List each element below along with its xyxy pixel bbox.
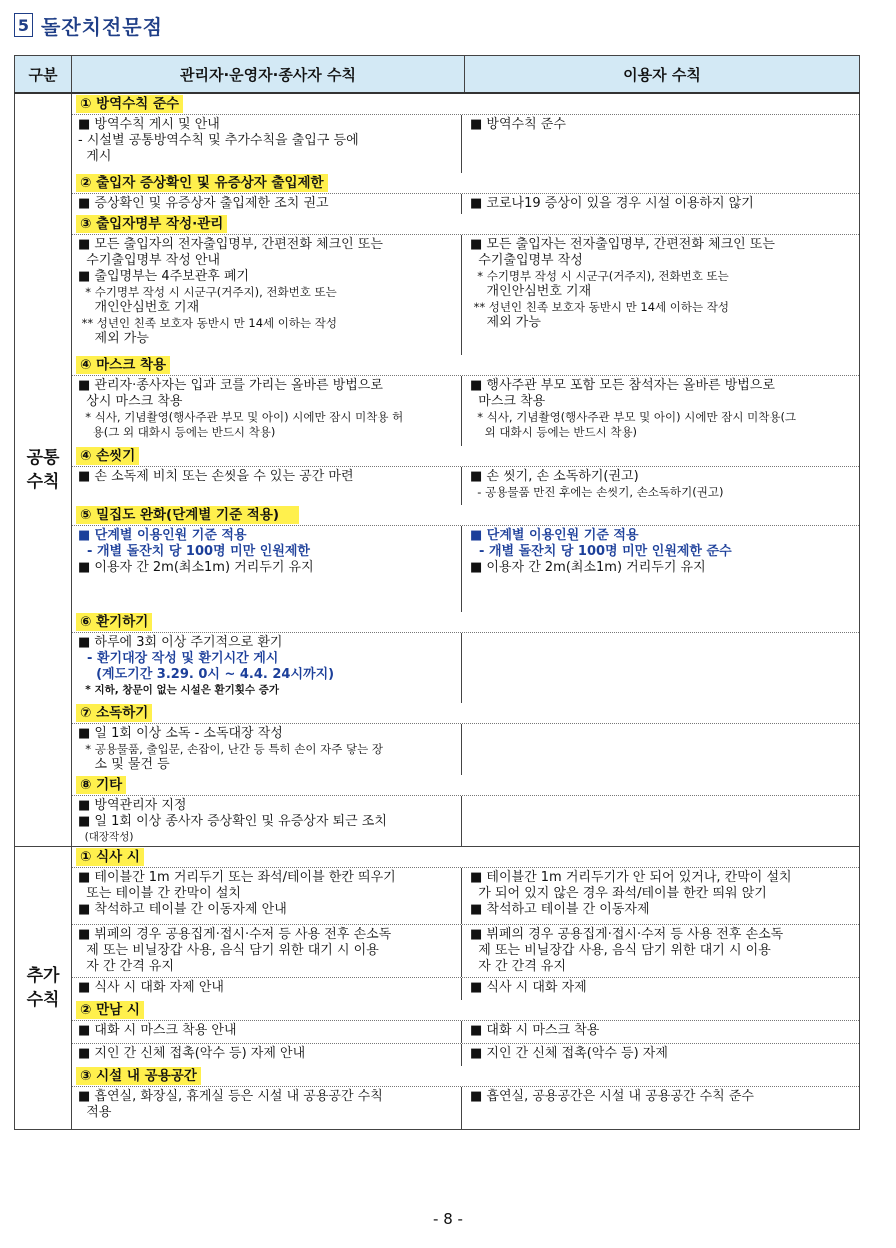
header-category: 구분 xyxy=(15,56,72,94)
section-head-label: ① 식사 시 xyxy=(76,848,144,866)
rule-row xyxy=(72,1044,859,1066)
common-section xyxy=(72,94,859,173)
user-rule-cell xyxy=(462,235,859,355)
header-user-rules: 이용자 수칙 xyxy=(465,56,860,94)
rule-line: ■ 식사 시 대화 자제 xyxy=(470,980,587,995)
user-rule-cell xyxy=(462,868,859,924)
user-rule-cell xyxy=(462,1044,859,1066)
section-head-label: ② 출입자 증상확인 및 유증상자 출입제한 xyxy=(76,174,328,192)
rule-line: ■ 뷔페의 경우 공용집게·접시·수저 등 사용 전후 손소독 xyxy=(470,927,784,942)
rule-line: ■ 일 1회 이상 종사자 증상확인 및 유증상자 퇴근 조치 xyxy=(78,814,387,829)
user-rule-cell xyxy=(462,1087,859,1129)
section-head-label: ② 만남 시 xyxy=(76,1001,144,1019)
rule-row xyxy=(72,235,859,355)
manager-rule-cell xyxy=(72,1021,462,1043)
rule-line: * 식사, 기념촬영(행사주관 부모 및 아이) 시에만 잠시 미착용 허 xyxy=(78,410,404,424)
section-head xyxy=(72,173,859,194)
manager-rule-cell xyxy=(72,633,462,703)
rule-line: - 개별 돌잔치 당 100명 미만 인원제한 준수 xyxy=(470,544,732,559)
rule-line: ■ 뷔페의 경우 공용집게·접시·수저 등 사용 전후 손소독 xyxy=(78,927,392,942)
manager-rule-cell xyxy=(72,978,462,1000)
user-rule-cell xyxy=(462,978,859,1000)
section-head xyxy=(72,355,859,376)
section-number: 5 xyxy=(14,13,33,37)
common-section xyxy=(72,355,859,446)
user-rule-cell xyxy=(462,526,859,612)
extra-section xyxy=(72,847,859,1000)
section-head xyxy=(72,1000,859,1021)
rule-line: ■ 착석하고 테이블 간 이동자제 xyxy=(470,902,650,917)
rule-line: ** 성년인 친족 보호자 동반시 만 14세 이하는 작성 xyxy=(470,300,729,314)
rule-line: - 공용물품 만진 후에는 손씻기, 손소독하기(권고) xyxy=(470,485,724,499)
rule-row xyxy=(72,633,859,703)
section-title xyxy=(14,10,163,40)
section-head-label: ③ 시설 내 공용공간 xyxy=(76,1067,201,1085)
common-section xyxy=(72,173,859,214)
rule-line: 소 및 물건 등 xyxy=(78,757,170,772)
user-rule-cell xyxy=(462,633,859,703)
rule-line: ** 성년인 친족 보호자 동반시 만 14세 이하는 작성 xyxy=(78,316,337,330)
rule-line: 자 간 간격 유지 xyxy=(470,959,567,974)
header-manager-rules: 관리자·운영자·종사자 수칙 xyxy=(72,56,465,94)
rule-line: ■ 증상확인 및 유증상자 출입제한 조치 권고 xyxy=(78,196,329,211)
manager-rule-cell xyxy=(72,925,462,977)
rule-line: ■ 출입명부는 4주보관후 폐기 xyxy=(78,269,250,284)
rule-line: ■ 이용자 간 2m(최소1m) 거리두기 유지 xyxy=(78,560,314,575)
section-head xyxy=(72,703,859,724)
rule-line: - 환기대장 작성 및 환기시간 게시 xyxy=(78,651,279,666)
rule-line: ■ 모든 출입자의 전자출입명부, 간편전화 체크인 또는 xyxy=(78,237,383,252)
rule-line: - 시설별 공통방역수칙 및 추가수칙을 출입구 등에 xyxy=(78,133,359,148)
rule-row xyxy=(72,526,859,612)
rule-line: 개인안심번호 기재 xyxy=(78,300,200,315)
user-rule-cell xyxy=(462,376,859,446)
section-head-label: ① 방역수칙 준수 xyxy=(76,95,183,113)
rule-line: ■ 지인 간 신체 접촉(악수 등) 자제 안내 xyxy=(78,1046,306,1061)
rule-line: ■ 코로나19 증상이 있을 경우 시설 이용하지 않기 xyxy=(470,196,754,211)
rules-table xyxy=(14,55,860,1130)
rule-row xyxy=(72,1087,859,1129)
rule-line: ■ 테이블간 1m 거리두기가 안 되어 있거나, 칸막이 설치 xyxy=(470,870,792,885)
rule-line: 제외 가능 xyxy=(78,331,149,346)
user-rule-cell xyxy=(462,724,859,775)
section-head-label: ⑥ 환기하기 xyxy=(76,613,152,631)
section-head xyxy=(72,1066,859,1087)
user-rule-cell xyxy=(462,467,859,505)
manager-rule-cell xyxy=(72,194,462,214)
rule-line: ■ 하루에 3회 이상 주기적으로 환기 xyxy=(78,635,283,650)
rule-row xyxy=(72,925,859,978)
rule-row xyxy=(72,115,859,173)
manager-rule-cell xyxy=(72,796,462,846)
common-section xyxy=(72,775,859,846)
user-rule-cell xyxy=(462,115,859,173)
section-head xyxy=(72,847,859,868)
common-rules-body xyxy=(72,93,860,847)
rule-line: (대장작성) xyxy=(78,831,134,843)
rule-line: * 공용물품, 출입문, 손잡이, 난간 등 특히 손이 자주 닿는 장 xyxy=(78,742,383,756)
rule-line: - 개별 돌잔치 당 100명 미만 인원제한 xyxy=(78,544,310,559)
rule-line: 게시 xyxy=(78,149,112,164)
rule-line: ■ 대화 시 마스크 착용 안내 xyxy=(78,1023,237,1038)
rule-line: ■ 관리자·종사자는 입과 코를 가리는 올바른 방법으로 xyxy=(78,378,383,393)
section-head xyxy=(72,94,859,115)
section-head-label: ⑤ 밀집도 완화(단계별 기준 적용) xyxy=(76,506,299,524)
section-head xyxy=(72,612,859,633)
rule-line: ■ 이용자 간 2m(최소1m) 거리두기 유지 xyxy=(470,560,706,575)
rule-line: ■ 대화 시 마스크 착용 xyxy=(470,1023,600,1038)
section-head-label: ⑦ 소독하기 xyxy=(76,704,152,722)
rule-line: 제 또는 비닐장갑 사용, 음식 담기 위한 대기 시 이용 xyxy=(470,943,771,958)
common-section xyxy=(72,612,859,703)
manager-rule-cell xyxy=(72,115,462,173)
rule-line: 적용 xyxy=(78,1105,112,1120)
rule-line: * 지하, 창문이 없는 시설은 환기횟수 증가 xyxy=(78,684,280,696)
rule-line: ■ 방역수칙 준수 xyxy=(470,117,566,132)
rule-line: ■ 단계별 이용인원 기준 적용 xyxy=(470,528,639,543)
common-section xyxy=(72,505,859,612)
rule-row xyxy=(72,376,859,446)
rule-row xyxy=(72,194,859,214)
rule-line: ■ 테이블간 1m 거리두기 또는 좌석/테이블 한칸 띄우기 xyxy=(78,870,396,885)
rule-line: * 수기명부 작성 시 시군구(거주지), 전화번호 또는 xyxy=(78,285,337,299)
section-head-label: ③ 출입자명부 작성·관리 xyxy=(76,215,227,233)
section-head xyxy=(72,214,859,235)
rule-line: (계도기간 3.29. 0시 ~ 4.4. 24시까지) xyxy=(78,667,335,682)
user-rule-cell xyxy=(462,1021,859,1043)
rule-line: 또는 테이블 간 칸막이 설치 xyxy=(78,886,241,901)
rule-line: ■ 행사주관 부모 포함 모든 참석자는 올바른 방법으로 xyxy=(470,378,775,393)
manager-rule-cell xyxy=(72,724,462,775)
manager-rule-cell xyxy=(72,467,462,505)
rule-line: ■ 손 씻기, 손 소독하기(권고) xyxy=(470,469,639,484)
rule-line: 외 대화시 등에는 반드시 착용) xyxy=(470,425,638,439)
rule-line: * 수기명부 작성 시 시군구(거주지), 전화번호 또는 xyxy=(470,269,729,283)
manager-rule-cell xyxy=(72,868,462,924)
rule-line: 수기출입명부 작성 xyxy=(470,253,583,268)
extra-section xyxy=(72,1000,859,1066)
manager-rule-cell xyxy=(72,235,462,355)
rule-line: 상시 마스크 착용 xyxy=(78,394,183,409)
rule-line: ■ 흡연실, 공용공간은 시설 내 공용공간 수칙 준수 xyxy=(470,1089,754,1104)
rule-line: 자 간 간격 유지 xyxy=(78,959,175,974)
rule-line: ■ 착석하고 테이블 간 이동자제 안내 xyxy=(78,902,287,917)
common-section xyxy=(72,703,859,775)
section-head xyxy=(72,505,859,526)
user-rule-cell xyxy=(462,925,859,977)
rule-line: ■ 모든 출입자는 전자출입명부, 간편전화 체크인 또는 xyxy=(470,237,775,252)
common-section xyxy=(72,446,859,505)
section-head-label: ⑧ 기타 xyxy=(76,776,126,794)
rule-line: ■ 일 1회 이상 소독 - 소독대장 작성 xyxy=(78,726,283,741)
rule-line: ■ 식사 시 대화 자제 안내 xyxy=(78,980,224,995)
rule-line: ■ 손 소독제 비치 또는 손씻을 수 있는 공간 마련 xyxy=(78,469,354,484)
rule-line: ■ 지인 간 신체 접촉(악수 등) 자제 xyxy=(470,1046,668,1061)
rule-line: ■ 단계별 이용인원 기준 적용 xyxy=(78,528,247,543)
rule-row xyxy=(72,724,859,775)
rule-line: 제외 가능 xyxy=(470,315,541,330)
rule-line: 제 또는 비닐장갑 사용, 음식 담기 위한 대기 시 이용 xyxy=(78,943,379,958)
page-number: - 8 - xyxy=(433,1210,463,1228)
rule-row xyxy=(72,1021,859,1044)
rule-line: 개인안심번호 기재 xyxy=(470,284,592,299)
rule-line: ■ 방역관리자 지정 xyxy=(78,798,187,813)
section-head xyxy=(72,775,859,796)
rule-row xyxy=(72,978,859,1000)
manager-rule-cell xyxy=(72,526,462,612)
section-head-label: ④ 손씻기 xyxy=(76,447,139,465)
extra-rules-body xyxy=(72,847,860,1130)
user-rule-cell xyxy=(462,796,859,846)
common-section xyxy=(72,214,859,355)
user-rule-cell xyxy=(462,194,859,214)
rule-line: * 식사, 기념촬영(행사주관 부모 및 아이) 시에만 잠시 미착용(그 xyxy=(470,410,797,424)
rule-line: 수기출입명부 작성 안내 xyxy=(78,253,221,268)
rule-line: 용(그 외 대화시 등에는 반드시 착용) xyxy=(78,425,276,439)
category-extra: 추가 수칙 xyxy=(15,847,72,1130)
rule-row xyxy=(72,467,859,505)
section-head xyxy=(72,446,859,467)
manager-rule-cell xyxy=(72,376,462,446)
rule-row xyxy=(72,796,859,846)
category-common: 공통 수칙 xyxy=(15,93,72,847)
rule-line: 마스크 착용 xyxy=(470,394,546,409)
rule-row xyxy=(72,868,859,925)
table-header xyxy=(15,56,860,94)
rule-line: 가 되어 있지 않은 경우 좌석/테이블 한칸 띄워 앉기 xyxy=(470,886,767,901)
rule-line: ■ 흡연실, 화장실, 휴게실 등은 시설 내 공용공간 수칙 xyxy=(78,1089,383,1104)
extra-section xyxy=(72,1066,859,1129)
rule-line: ■ 방역수칙 게시 및 안내 xyxy=(78,117,220,132)
manager-rule-cell xyxy=(72,1087,462,1129)
section-heading: 돌잔치전문점 xyxy=(41,14,163,39)
section-head-label: ④ 마스크 착용 xyxy=(76,356,170,374)
manager-rule-cell xyxy=(72,1044,462,1066)
